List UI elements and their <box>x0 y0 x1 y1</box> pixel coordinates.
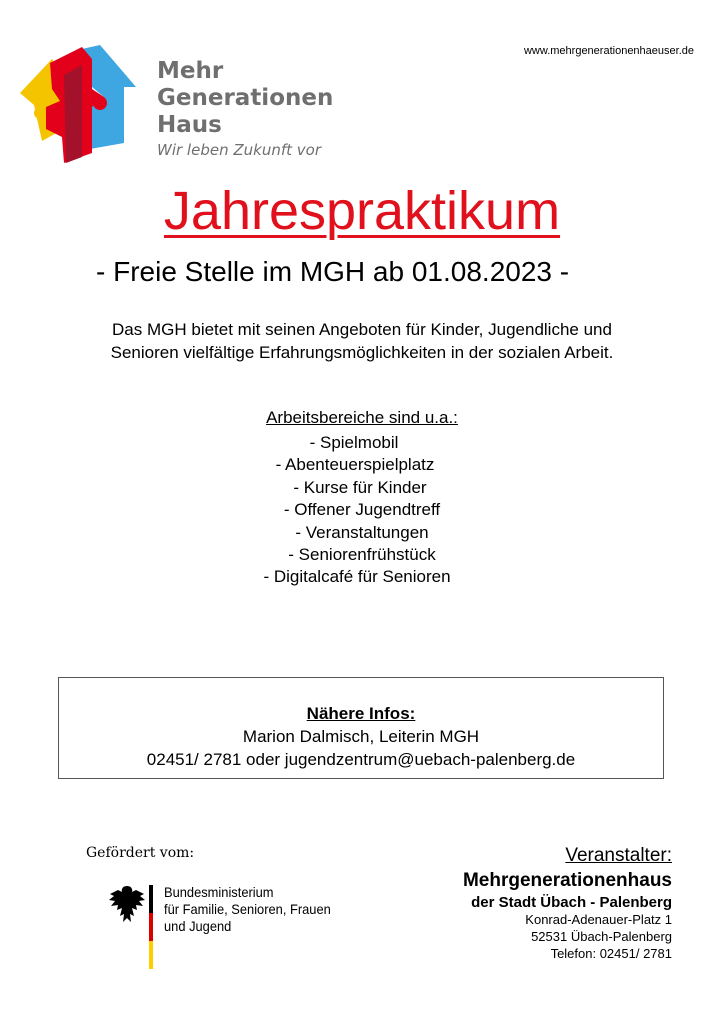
list-item: - Abenteuerspielplatz <box>275 455 435 475</box>
list-item: - Digitalcafé für Senioren <box>263 567 451 587</box>
ministry-line-2: für Familie, Senioren, Frauen <box>164 901 331 917</box>
areas-list <box>0 432 724 589</box>
logo-line-3: Haus <box>157 112 222 138</box>
list-item: - Seniorenfrühstück <box>288 545 436 565</box>
ministry-line-1: Bundesministerium <box>164 884 274 900</box>
ministry-name <box>164 884 331 935</box>
logo-text <box>157 58 333 139</box>
intro-line-1: Das MGH bietet mit seinen Angeboten für Kinder, Jugendliche und <box>112 320 612 339</box>
page-subtitle: - Freie Stelle im MGH ab 01.08.2023 - <box>96 256 570 287</box>
list-item: - Veranstaltungen <box>295 522 429 542</box>
info-contact: Marion Dalmisch, Leiterin MGH <box>242 727 480 746</box>
mgh-logo-icon <box>20 45 136 163</box>
website-link[interactable]: www.mehrgenerationenhaeuser.de <box>523 45 694 57</box>
list-item: - Kurse für Kinder <box>293 477 427 497</box>
german-flag-bar <box>149 885 153 969</box>
logo-line-2: Generationen <box>157 85 334 111</box>
areas-heading: Arbeitsbereiche sind u.a.: <box>266 408 458 427</box>
organizer-zip-city: 52531 Übach-Palenberg <box>531 929 672 944</box>
federal-eagle-icon <box>108 884 146 924</box>
logo-line-1: Mehr <box>157 58 224 84</box>
logo-tagline: Wir leben Zukunft vor <box>157 141 321 159</box>
intro-text <box>40 318 684 364</box>
organizer-label: Veranstalter: <box>565 845 672 866</box>
organizer-name: Mehrgenerationenhaus <box>462 870 672 891</box>
info-box <box>58 677 664 779</box>
list-item: - Offener Jugendtreff <box>283 500 441 520</box>
info-heading: Nähere Infos: <box>306 704 416 723</box>
organizer-street: Konrad-Adenauer-Platz 1 <box>525 912 672 927</box>
ministry-line-3: und Jugend <box>164 918 232 934</box>
organizer-phone: Telefon: 02451/ 2781 <box>550 946 672 961</box>
organizer-city: der Stadt Übach - Palenberg <box>471 894 672 911</box>
intro-line-2: Senioren vielfältige Erfahrungsmöglichkeiten in der sozialen Arbeit. <box>110 343 614 362</box>
page-title: Jahrespraktikum <box>163 181 561 241</box>
organizer-block <box>463 845 672 962</box>
list-item: - Spielmobil <box>309 433 399 452</box>
funded-label: Gefördert vom: <box>86 845 195 861</box>
info-phone-email[interactable]: 02451/ 2781 oder jugendzentrum@uebach-palenberg.de <box>146 750 576 769</box>
